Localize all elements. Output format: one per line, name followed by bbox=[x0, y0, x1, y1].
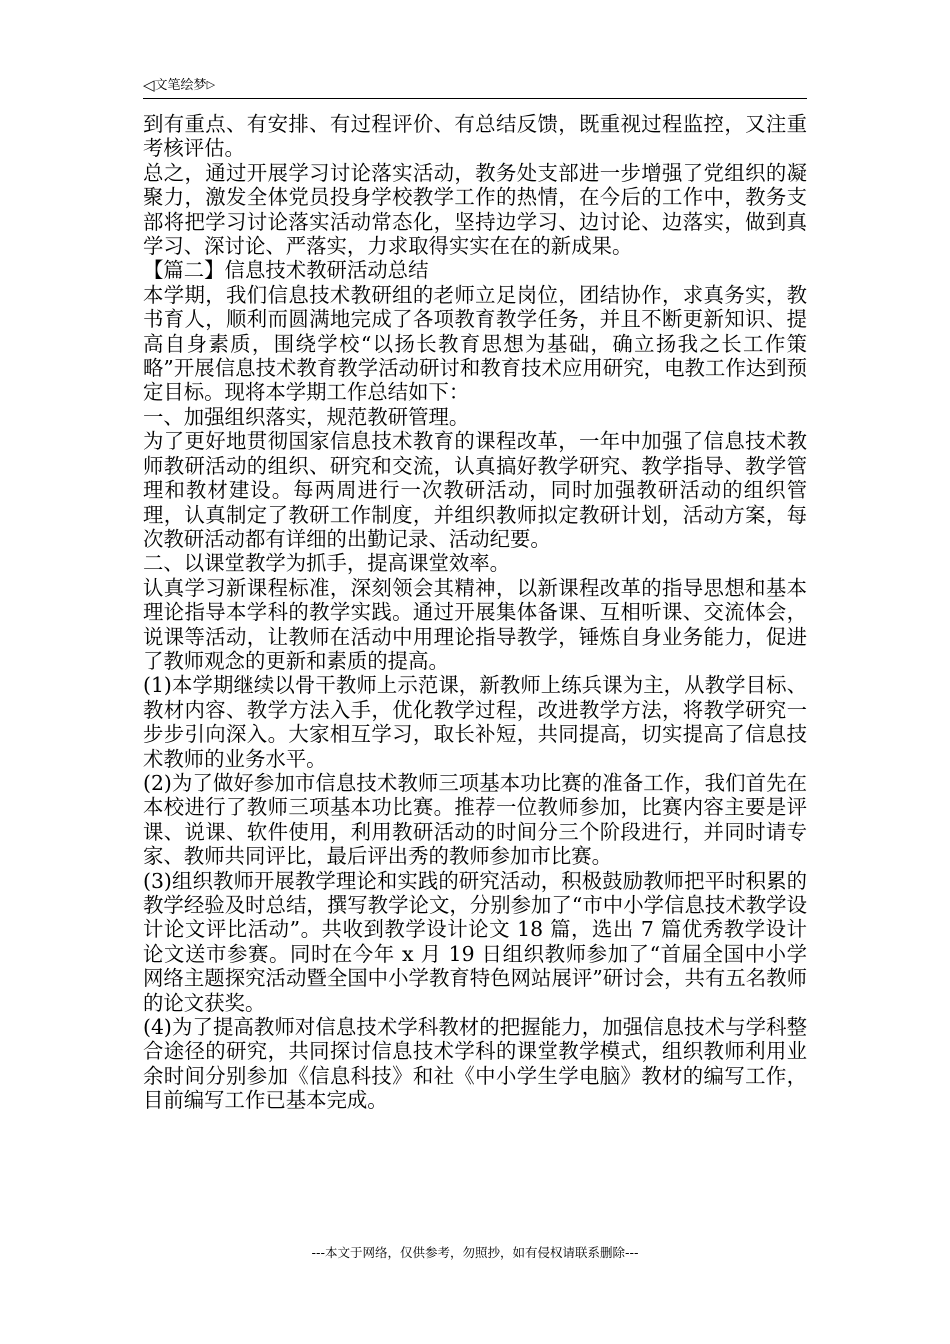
paragraph: 认真学习新课程标准，深刻领会其精神，以新课程改革的指导思想和基本理论指导本学科的教学实践。通过开展集体备课、互相听课、交流体会，说课等活动，让教师在活动中用理论指导教学，锤炼自身业务能力，促进了教师观念的更新和素质的提高。 bbox=[143, 575, 807, 673]
paragraph: (4)为了提高教师对信息技术学科教材的把握能力，加强信息技术与学科整合途径的研究，共同探讨信息技术学科的课堂教学模式，组织教师利用业余时间分别参加《信息科技》和社《中小学生学电脑》教材的编写工作，目前编写工作已基本完成。 bbox=[143, 1015, 807, 1113]
paragraph: 本学期，我们信息技术教研组的老师立足岗位，团结协作，求真务实，教书育人，顺利而圆满地完成了各项教育教学任务，并且不断更新知识、提高自身素质，围绕学校“以扬长教育思想为基础，确立扬我之长工作策略”开展信息技术教育教学活动研讨和教育技术应用研究，电教工作达到预定目标。现将本学期工作总结如下： bbox=[143, 282, 807, 405]
page-footer: ---本文于网络，仅供参考，勿照抄，如有侵权请联系删除--- bbox=[311, 1245, 639, 1260]
paragraph: 为了更好地贯彻国家信息技术教育的课程改革，一年中加强了信息技术教师教研活动的组织、研究和交流，认真搞好教学研究、教学指导、教学管理和教材建设。每两周进行一次教研活动，同时加强教研活动的组织管理，认真制定了教研工作制度，并组织教师拟定教研计划，活动方案，每次教研活动都有详细的出勤记录、活动纪要。 bbox=[143, 429, 807, 551]
paragraph: 到有重点、有安排、有过程评价、有总结反馈，既重视过程监控，又注重考核评估。 bbox=[143, 112, 807, 161]
document-body bbox=[143, 112, 807, 1113]
logo bbox=[143, 76, 215, 95]
paragraph: (2)为了做好参加市信息技术教师三项基本功比赛的准备工作，我们首先在本校进行了教师三项基本功比赛。推荐一位教师参加，比赛内容主要是评课、说课、软件使用，利用教研活动的时间分三个阶段进行，并同时请专家、教师共同评比，最后评出秀的教师参加市比赛。 bbox=[143, 770, 807, 869]
paragraph: 总之，通过开展学习讨论落实活动，教务处支部进一步增强了党组织的凝聚力，激发全体党员投身学校教学工作的热情，在今后的工作中，教务支部将把学习讨论落实活动常态化，坚持边学习、边讨论、边落实，做到真学习、深讨论、严落实，力求取得实实在在的新成果。 bbox=[143, 160, 807, 259]
section-heading: 一、加强组织落实，规范教研管理。 bbox=[143, 404, 470, 429]
paragraph: (3)组织教师开展教学理论和实践的研究活动，积极鼓励教师把平时积累的教学经验及时总结，撰写教学论文，分别参加了“市中小学信息技术教学设计论文评比活动”。共收到教学设计论文 18 篇，选出 7 篇优秀教学设计论文送市参赛。同时在今年 x 月 19 日组织教师参加了“首届全国中小学网络主题探究活动暨全国中小学教育特色网站展评”研讨会，共有五名教师的论文获奖。 bbox=[143, 868, 807, 1015]
paragraph: (1)本学期继续以骨干教师上示范课，新教师上练兵课为主，从教学目标、教材内容、教学方法入手，优化教学过程，改进教学方法，将教学研究一步步引向深入。大家相互学习，取长补短，共同提高，切实提高了信息技术教师的业务水平。 bbox=[143, 673, 807, 771]
section-title: 【篇二】信息技术教研活动总结 bbox=[143, 258, 429, 283]
triangle-right-icon: ▷ bbox=[206, 78, 216, 91]
triangle-left-icon: ◁ bbox=[143, 76, 155, 94]
logo-text: 文笔绘梦 bbox=[154, 78, 207, 93]
page-header bbox=[143, 74, 807, 99]
section-heading: 二、以课堂教学为抓手，提高课堂效率。 bbox=[143, 551, 511, 576]
